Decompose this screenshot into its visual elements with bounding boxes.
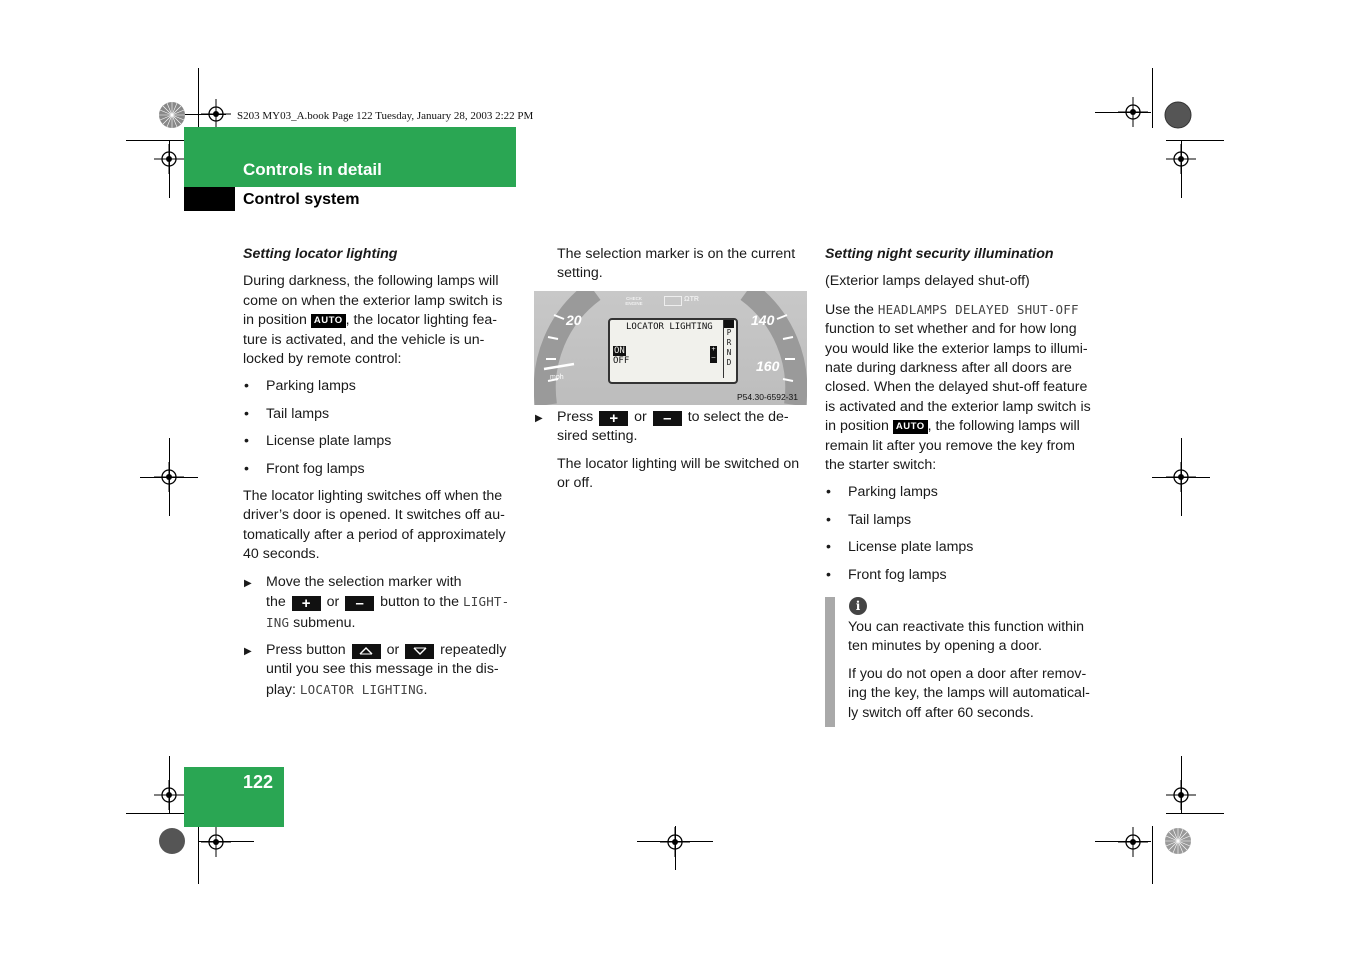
display-text: LIGHT- — [463, 594, 510, 610]
registration-crosshair-icon — [1166, 144, 1196, 174]
crop-mark — [1166, 813, 1224, 814]
check-engine-label: CHECK ENGINE — [625, 296, 643, 306]
text-line: ture is activated, and the vehicle is un- — [243, 331, 485, 348]
list-item: • License plate lamps — [825, 538, 1115, 557]
column-selection-steps — [534, 408, 815, 502]
text-line: the — [266, 594, 286, 611]
registration-crosshair-icon — [660, 827, 690, 857]
text-line: repeatedly — [440, 641, 507, 658]
lcd-display — [608, 318, 738, 384]
list-item: • Front fog lamps — [825, 566, 1115, 585]
crop-mark — [1152, 826, 1153, 884]
text-line: During darkness, the following lamps will — [243, 273, 499, 290]
registration-crosshair-icon — [201, 827, 231, 857]
text-line: the starter switch: — [825, 457, 937, 474]
list-item: • License plate lamps — [243, 432, 523, 451]
selection-paragraph — [557, 245, 815, 284]
gear-letter: P — [726, 328, 732, 337]
speed-label: 20 — [566, 312, 582, 328]
book-meta: S203 MY03_A.book Page 122 Tuesday, January 28, 2003 2:22 PM — [237, 110, 534, 122]
list-item: • Tail lamps — [243, 405, 523, 424]
lcd-option-on: ON — [614, 346, 625, 356]
speed-label: 140 — [751, 312, 775, 328]
auto-position-icon: AUTO — [893, 420, 928, 434]
list-item: • Parking lamps — [825, 483, 1115, 502]
lcd-title: LOCATOR LIGHTING — [626, 322, 713, 332]
text-line: or off. — [557, 475, 594, 492]
plus-button-icon: + — [599, 411, 628, 426]
instruction-step — [243, 573, 523, 633]
text-line: . — [423, 681, 428, 698]
text-line: come on when the exterior lamp switch is — [243, 292, 503, 309]
speed-label: 160 — [756, 358, 780, 374]
registration-crosshair-icon — [1166, 462, 1196, 492]
text-line: Press — [557, 409, 594, 425]
note-paragraph — [848, 665, 1110, 723]
registration-crosshair-icon — [154, 462, 184, 492]
indicator-icon — [664, 296, 682, 306]
column-night-security — [825, 245, 1115, 593]
text-line: 40 seconds. — [243, 546, 320, 563]
gear-letter: D — [726, 358, 732, 367]
star-target-icon — [158, 101, 186, 129]
text-line: driver’s door is opened. It switches off au- — [243, 507, 505, 524]
arrow-up-button-icon — [352, 644, 381, 659]
star-target-icon — [1164, 101, 1192, 129]
text-line: The selection marker is on the current — [557, 246, 796, 262]
text-line: to select the de- — [687, 409, 789, 425]
instrument-cluster-figure — [534, 291, 807, 405]
display-text: ING — [266, 614, 290, 630]
minus-button-icon: – — [653, 411, 682, 426]
text-line: Use the — [825, 301, 878, 318]
indicator-icon: ΩTR — [684, 296, 699, 303]
page-number-box — [184, 767, 284, 827]
registration-crosshair-icon — [1166, 780, 1196, 810]
display-text: HEADLAMPS DELAYED SHUT-OFF — [877, 301, 1079, 317]
text-line: nate during darkness after all doors are — [825, 360, 1072, 377]
text-line: , the following lamps will — [927, 418, 1080, 435]
text-line: until you see this message in the dis- — [266, 661, 499, 678]
text-line: , the locator lighting fea- — [345, 312, 498, 329]
crop-mark — [198, 826, 199, 884]
gear-letter: R — [726, 338, 732, 347]
lcd-option-off: OFF — [613, 356, 630, 366]
text-line: locked by remote control: — [243, 351, 402, 368]
gear-letter: N — [726, 348, 732, 357]
text-line: You can reactivate this function within — [848, 619, 1085, 635]
column-locator-lighting — [243, 245, 523, 708]
text-line: ing the key, the lamps will automatical- — [848, 685, 1090, 702]
auto-position-icon: AUTO — [311, 314, 346, 328]
crop-mark — [1166, 140, 1224, 141]
section-header — [184, 127, 516, 187]
instruction-step — [243, 641, 523, 700]
instruction-step — [534, 408, 815, 447]
plus-button-icon: + — [292, 596, 321, 611]
text-line: ly switch off after 60 seconds. — [848, 704, 1034, 721]
registration-crosshair-icon — [1118, 827, 1148, 857]
text-line: setting. — [557, 265, 603, 282]
info-icon: i — [849, 597, 867, 615]
text-line: If you do not open a door after remov- — [848, 665, 1087, 682]
section-title: Controls in detail — [243, 160, 382, 179]
text-line: or — [326, 594, 340, 611]
night-security-paragraph — [825, 300, 1115, 476]
registration-crosshair-icon — [201, 99, 231, 129]
gear-indicator — [723, 320, 734, 378]
text-line: or — [386, 641, 400, 658]
text-line: Press button — [266, 641, 346, 658]
lcd-scroll-icon: + – — [711, 346, 716, 361]
list-item: • Front fog lamps — [243, 460, 523, 479]
text-line: or — [634, 409, 647, 425]
text-line: in position — [243, 312, 307, 329]
registration-crosshair-icon — [154, 144, 184, 174]
registration-crosshair-icon — [154, 780, 184, 810]
heading-night-security: Setting night security illumination — [825, 246, 1054, 262]
star-target-icon — [158, 827, 186, 855]
text-line: The locator lighting switches off when the — [243, 488, 503, 505]
note-paragraph — [848, 618, 1110, 657]
intro-paragraph — [243, 272, 523, 369]
list-item: • Parking lamps — [243, 377, 523, 396]
subtitle: (Exterior lamps delayed shut-off) — [825, 273, 1030, 290]
column-selection — [557, 245, 815, 292]
text-line: function to set whether and for how long — [825, 321, 1077, 338]
star-target-icon — [1164, 827, 1192, 855]
text-line: you would like the exterior lamps to illumi- — [825, 340, 1088, 357]
text-line: remain lit after you remove the key from — [825, 437, 1075, 454]
text-line: in position — [825, 418, 889, 435]
figure-id: P54.30-6592-31 — [737, 392, 798, 402]
info-note — [825, 597, 1110, 727]
text-line: ten minutes by opening a door. — [848, 638, 1043, 655]
note-text — [848, 618, 1110, 731]
arrow-down-button-icon — [405, 644, 434, 659]
text-line: button to the — [380, 594, 460, 611]
text-line: sired setting. — [557, 428, 638, 445]
text-line: play: — [266, 681, 300, 698]
subsection-title: Control system — [243, 191, 360, 208]
note-bar — [825, 597, 835, 727]
text-line: is activated and the exterior lamp switch is — [825, 398, 1091, 415]
crop-mark — [126, 140, 184, 141]
crop-mark — [1152, 68, 1153, 128]
crop-mark — [198, 68, 199, 128]
text-line: The locator lighting will be switched on — [557, 455, 800, 472]
text-line: closed. When the delayed shut-off feature — [825, 379, 1088, 396]
heading-locator-lighting: Setting locator lighting — [243, 246, 398, 262]
minus-button-icon: – — [345, 596, 374, 611]
page-number: 122 — [243, 772, 274, 792]
shutoff-paragraph — [243, 487, 523, 565]
list-item: • Tail lamps — [825, 511, 1115, 530]
text-line: tomatically after a period of approximately — [243, 526, 506, 543]
registration-crosshair-icon — [1118, 97, 1148, 127]
unit-label: mph — [550, 374, 564, 381]
text-line: Move the selection marker with — [266, 573, 462, 590]
result-paragraph — [534, 455, 815, 494]
text-line: submenu. — [289, 614, 356, 631]
crop-mark — [126, 813, 184, 814]
display-text: LOCATOR LIGHTING — [299, 681, 424, 697]
header-tab — [184, 187, 235, 211]
